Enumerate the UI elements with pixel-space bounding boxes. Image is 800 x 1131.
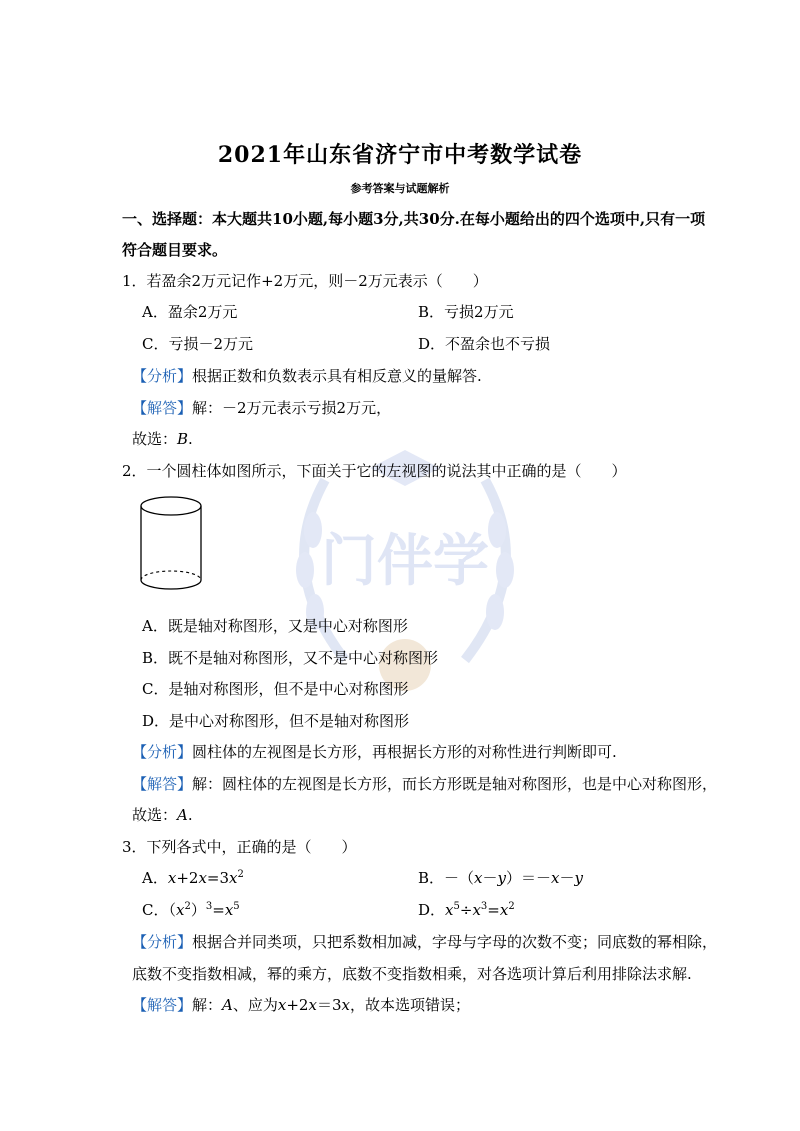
q1-option-b: B．亏损2万元 [418,303,514,321]
q2-option-a: A．既是轴对称图形，又是中心对称图形 [142,617,408,635]
q1-choice [132,429,193,449]
q2-choice-prefix: 故选： [132,806,178,824]
q3-analysis-text-1: 根据合并同类项，只把系数相加减，字母与字母的次数不变；同底数的幂相除， [192,933,718,951]
q1-choice-suffix: . [188,430,193,448]
q2-stem: 2．一个圆柱体如图所示，下面关于它的左视图的说法其中正确的是（ ） [122,462,627,480]
watermark-text: 门伴学 [321,529,489,594]
analysis-tag: 【分析】 [132,367,193,385]
q3-option-d-label: D． [418,901,446,919]
q2-choice-suffix: . [187,806,193,824]
q3-option-b: B．－（x－y）＝－x－y [418,869,583,887]
q2-option-c: C．是轴对称图形，但不是中心对称图形 [142,680,409,698]
q1-choice-prefix: 故选： [132,430,178,448]
q1-option-d: D．不盈余也不亏损 [418,335,551,353]
answer-tag: 【解答】 [132,399,193,417]
q2-option-d: D．是中心对称图形，但不是轴对称图形 [142,712,410,730]
q1-stem: 1．若盈余2万元记作+2万元，则－2万元表示（ ） [122,272,488,290]
page-subtitle: 参考答案与试题解析 [350,182,450,195]
q3-answer: 【解答】解：A、应为x+2x＝3x，故本选项错误； [132,996,470,1014]
q3-answer-letter: A [222,996,233,1014]
q3-option-c-label: C． [142,901,169,919]
q2-option-b: B．既不是轴对称图形，又不是中心对称图形 [142,649,439,667]
q3-analysis [132,932,717,952]
analysis-tag: 【分析】 [132,933,193,951]
answer-tag: 【解答】 [132,775,193,793]
q3-stem: 3．下列各式中，正确的是（ ） [122,838,357,856]
q1-option-c: C．亏损－2万元 [142,335,254,353]
q3-option-d: D．$x^5\div x^3=x^2$ [418,901,515,919]
q3-option-b-label: B． [418,869,445,887]
q2-answer [132,774,717,794]
q1-analysis [132,366,482,386]
q2-choice-letter: A [177,806,188,824]
analysis-tag: 【分析】 [132,743,193,761]
q2-answer-text: 解：圆柱体的左视图是长方形，而长方形既是轴对称图形，也是中心对称图形， [192,775,718,793]
q2-choice [132,805,193,825]
q3-option-a: A．$x+2x=3x^2$ [142,869,244,887]
q3-option-c: C．$(x^2)^3=x^5$ [142,901,240,919]
q3-analysis-line2: 底数不变指数相减，幂的乘方，底数不变指数相乘，对各选项计算后利用排除法求解. [132,965,692,983]
q3-answer-prefix: 解： [192,996,223,1014]
section-heading-line2: 符合题目要求。 [122,241,228,259]
q2-analysis-text: 圆柱体的左视图是长方形，再根据长方形的对称性进行判断即可. [192,743,617,761]
q3-answer-mid: 、应为 [232,996,278,1014]
answer-tag: 【解答】 [132,996,193,1014]
q1-analysis-text: 根据正数和负数表示具有相反意义的量解答. [192,367,482,385]
section-heading-line1: 一、选择题：本大题共10小题,每小题3分,共30分.在每小题给出的四个选项中,只有一项 [122,210,706,228]
q2-analysis [132,742,617,762]
q1-choice-letter: B [177,430,189,448]
q3-option-a-label: A． [142,869,168,887]
q1-answer [132,398,391,418]
page-title: 2021年山东省济宁市中考数学试卷 [217,142,583,168]
q3-answer-suffix: ，故本选项错误； [349,996,470,1014]
cylinder-figure [138,494,204,594]
q1-option-a: A．盈余2万元 [142,303,238,321]
q1-answer-text: 解：－2万元表示亏损2万元， [192,399,392,417]
